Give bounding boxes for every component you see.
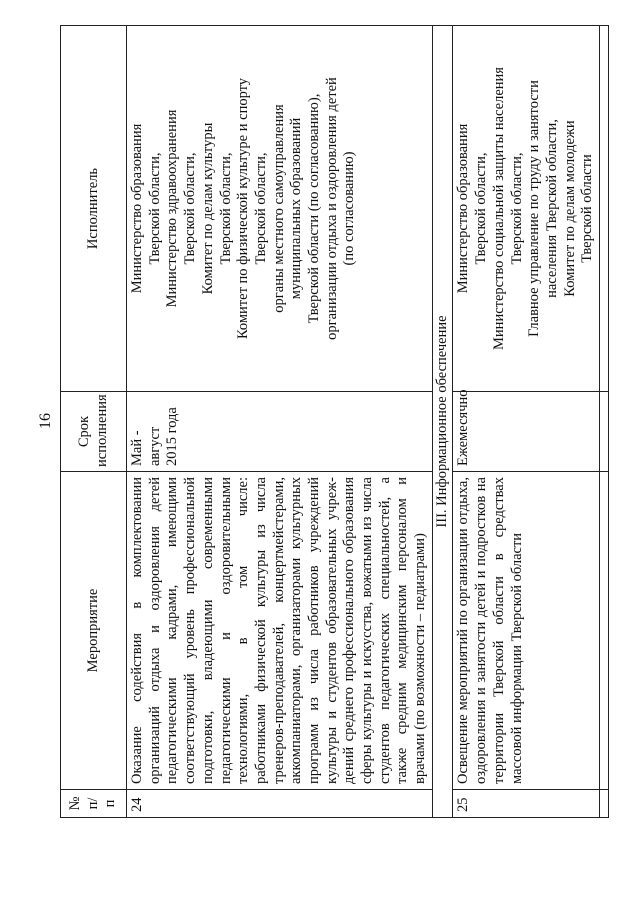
executor-text-line: Тверской области,: [473, 152, 490, 265]
event-text-line: массовой информации Тверской области: [508, 532, 525, 784]
event-text-line: организаций отдыха и оздоровления детей: [146, 477, 163, 784]
event-text-line: программ из числа работников учреждений: [305, 477, 322, 784]
event-text-line: подготовки, владеющими современными: [199, 477, 216, 784]
event-text-line: аккомпаниаторами, организаторами культурных: [288, 477, 305, 784]
executor-text-line: Министерство здравоохранения: [164, 109, 181, 308]
header-num: № п/п: [61, 790, 127, 818]
row-event: [127, 472, 433, 790]
document-table-rotated: [60, 26, 606, 818]
executor-text-line: Тверской области: [579, 154, 596, 263]
executor-text-line: Министерство социальной защиты населения: [490, 67, 507, 350]
event-text-line: дений среднего профессионального образования: [341, 477, 358, 784]
executor-text-line: Тверской области,: [146, 152, 163, 265]
event-text-line: Освещение мероприятий по организации отдыха,: [455, 477, 472, 784]
executor-text-line: органы местного самоуправления: [270, 104, 287, 313]
executor-text-line: организации отдыха и оздоровления детей: [323, 77, 340, 340]
executor-text-line: Тверской области,: [182, 152, 199, 265]
row-event: [453, 472, 600, 790]
event-text-line: сферы культуры и искусства, вожатыми из числа: [359, 477, 375, 784]
event-text-line: культуры и студентов образовательных учреж-: [323, 477, 340, 784]
executor-text-line: Тверской области (по согласованию),: [305, 93, 322, 324]
executor-text-line: Тверской области,: [217, 152, 234, 265]
event-text-line: студентов педагогических специальностей, а: [376, 477, 393, 784]
row-executor: [453, 26, 600, 392]
row-term: Ежемесячно: [453, 392, 600, 472]
executor-text-line: Комитет по делам молодежи: [561, 120, 578, 297]
executor-text-line: Тверской области,: [508, 152, 525, 265]
header-event: Мероприятие: [61, 472, 127, 790]
section-title: III. Информационное обеспечение: [432, 26, 453, 818]
event-text-line: также средним медицинским персоналом и: [394, 477, 411, 784]
table-row: [127, 26, 433, 818]
event-text-line: тренеров-преподавателей, концертмейстерами,: [270, 477, 287, 784]
row-term: Май - август 2015 года: [127, 392, 433, 472]
header-term: Срок исполнения: [61, 392, 127, 472]
event-text-line: работниками физической культуры из числа: [252, 477, 269, 784]
event-text-line: педагогическими и оздоровительными: [217, 477, 234, 784]
event-text-line: технологиями, в том числе:: [235, 477, 252, 784]
event-text-line: врачами (по возможности – педиатрами): [412, 533, 429, 784]
table-row: [453, 26, 600, 818]
event-text-line: соответствующий уровень профессиональной: [182, 477, 199, 784]
table-header-row: [61, 26, 127, 818]
executor-text-line: Министерство образования: [129, 123, 146, 294]
executor-text-line: Тверской области,: [252, 152, 269, 265]
section-row: [432, 26, 453, 818]
measures-table: [60, 25, 609, 818]
executor-text-line: (по согласованию): [341, 151, 358, 266]
executor-text-line: Комитет по физической культуре и спорту: [235, 77, 252, 340]
table-row-continuation: [599, 26, 608, 818]
executor-text-line: Главное управление по труду и занятости: [526, 80, 543, 337]
event-text-line: Оказание содействия в комплектовании: [129, 477, 146, 784]
executor-text-line: населения Тверской области,: [543, 119, 560, 298]
event-text-line: оздоровления и занятости детей и подростков на: [473, 477, 490, 784]
row-executor: [127, 26, 433, 392]
event-text-line: педагогическими кадрами, имеющими: [164, 477, 181, 784]
executor-text-line: Министерство образования: [455, 123, 472, 294]
executor-text-line: Комитет по делам культуры: [199, 122, 216, 295]
row-num: 24: [127, 790, 433, 818]
header-executor: Исполнитель: [61, 26, 127, 392]
executor-text-line: муниципальных образований: [288, 117, 305, 300]
row-num: 25: [453, 790, 600, 818]
event-text-line: территории Тверской области в средствах: [490, 477, 507, 784]
page-number: 16: [37, 413, 54, 429]
